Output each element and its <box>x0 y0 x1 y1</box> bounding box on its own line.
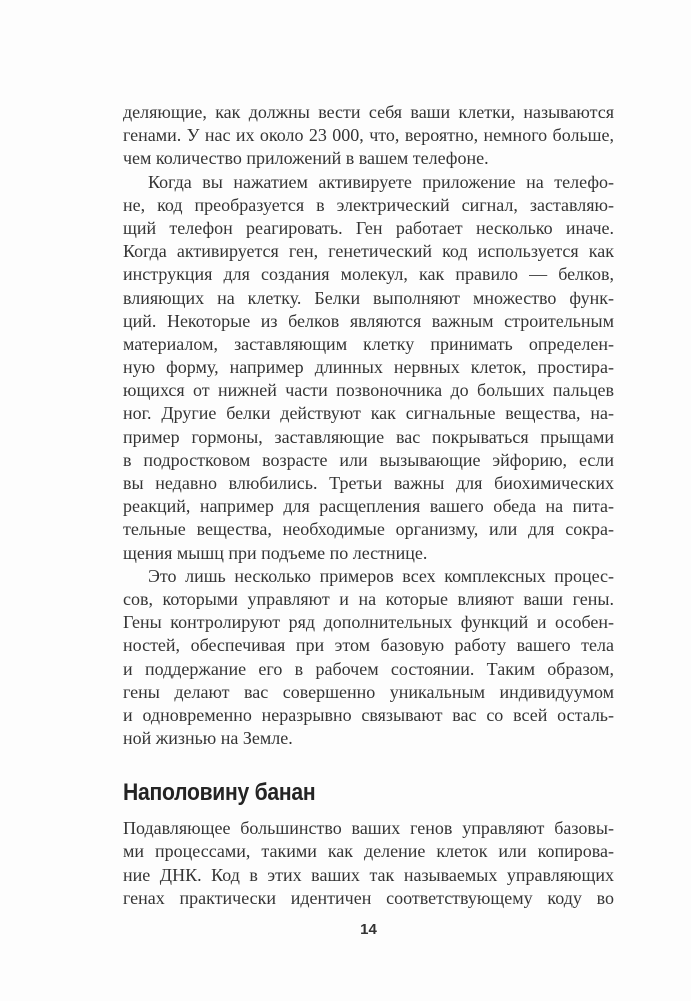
text-line: и одновременно неразрывно связывают вас со всей осталь- <box>123 704 614 725</box>
text-line: чем количество приложений в вашем телефоне. <box>123 148 489 169</box>
text-line: щения мышц при подъеме по лестнице. <box>123 542 428 563</box>
text-line: гены делают вас совершенно уникальным индивидуумом <box>123 681 614 702</box>
page-number: 14 <box>360 921 377 938</box>
text-line: Это лишь несколько примеров всех комплексных процес- <box>148 565 614 586</box>
text-line: сов, которыми управляют и на которые влияют ваши гены. <box>123 588 614 609</box>
text-column <box>123 101 614 910</box>
text-line: не, код преобразуется в электрический сигнал, заставляю- <box>123 194 614 215</box>
text-line: ющихся от нижней части позвоночника до больших пальцев <box>123 380 614 401</box>
text-line: и поддержание его в рабочем состоянии. Таким образом, <box>123 658 614 679</box>
text-line: пример гормоны, заставляющие вас покрываться прыщами <box>123 426 614 447</box>
text-line: Когда вы нажатием активируете приложение на телефо- <box>148 171 614 192</box>
text-line: ног. Другие белки действуют как сигнальные вещества, на- <box>123 403 614 424</box>
text-line: влияющих на клетку. Белки выполняют множество функ- <box>123 287 614 308</box>
text-line: ностей, обеспечивая при этом базовую работу вашего тела <box>123 635 614 656</box>
text-line: в подростковом возрасте или вызывающие эйфорию, если <box>123 449 614 470</box>
text-line: ную форму, например длинных нервных клеток, простира- <box>123 357 614 378</box>
text-line: генами. У нас их около 23 000, что, вероятно, немного больше, <box>123 125 614 146</box>
text-line: щий телефон реагировать. Ген работает несколько иначе. <box>123 217 614 238</box>
text-line: вы недавно влюбились. Третьи важны для биохимических <box>123 473 614 493</box>
body-text-top <box>123 101 614 750</box>
text-line: деляющие, как должны вести себя ваши клетки, называются <box>123 102 614 122</box>
text-line: ной жизнью на Земле. <box>123 728 293 749</box>
text-line: инструкция для создания молекул, как правило — белков, <box>123 264 614 285</box>
text-line: Подавляющее большинство ваших генов управляют базовы- <box>123 818 614 839</box>
text-line: ние ДНК. Код в этих ваших так называемых управляющих <box>123 864 614 885</box>
text-line: тельные вещества, необходимые организму, или для сокра- <box>123 519 614 540</box>
text-line: материалом, заставляющим клетку принимать определен- <box>123 333 614 354</box>
text-line: Гены контролируют ряд дополнительных функций и особен- <box>123 612 614 633</box>
text-line: ми процессами, такими как деление клеток или копирова- <box>123 841 614 862</box>
text-line: реакций, например для расщепления вашего обеда на пита- <box>123 496 614 517</box>
text-line: Когда активируется ген, генетический код используется как <box>123 241 614 262</box>
text-line: ций. Некоторые из белков являются важным строительным <box>123 310 614 331</box>
body-text-bottom <box>123 817 614 910</box>
section-heading: Наполовину банан <box>123 779 316 807</box>
text-line: генах практически идентичен соответствующему коду во <box>123 887 614 908</box>
